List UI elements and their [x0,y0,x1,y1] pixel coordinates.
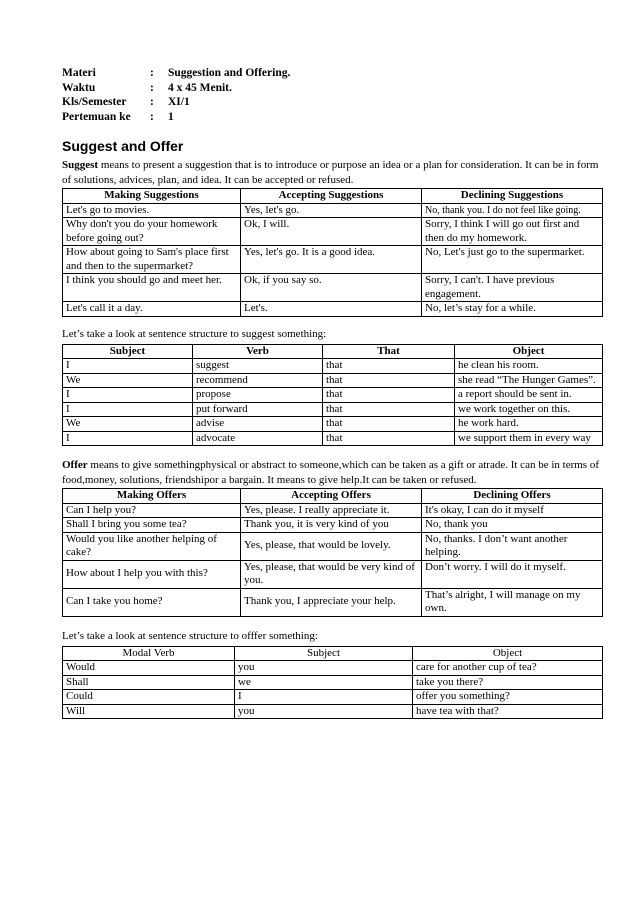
table-cell: recommend [193,373,323,388]
table-cell: Yes, please, that would be very kind of you. [241,560,422,588]
table-cell: No, thank you. I do not feel like going. [422,203,603,218]
table-cell: take you there? [413,675,603,690]
suggest-structure-table [62,344,603,447]
table-row [63,417,603,432]
meta-sep: : [150,96,154,108]
table-cell: Can I take you home? [63,588,241,616]
table-cell: Will [63,704,235,719]
table-cell: Thank you, it is very kind of you [241,518,422,533]
table-row [63,661,603,676]
table-cell: Ok, if you say so. [241,274,422,302]
table-cell: we work together on this. [455,402,603,417]
table-row [63,560,603,588]
table-cell: I [63,402,193,417]
table-cell: that [323,373,455,388]
table-cell: Let's go to movies. [63,203,241,218]
table-cell: Yes, please. I really appreciate it. [241,503,422,518]
table-row [63,675,603,690]
table-cell: Thank you, I appreciate your help. [241,588,422,616]
table-cell: that [323,388,455,403]
table-cell: advocate [193,431,323,446]
table-cell: No, thanks. I don’t want another helping. [422,532,603,560]
column-header: Subject [63,344,193,359]
meta-row [62,110,290,125]
table-cell: Let's. [241,302,422,317]
meta-value: 1 [168,110,174,123]
table-cell: I [63,388,193,403]
meta-key: Waktu [62,81,96,94]
table-cell: Ok, I will. [241,218,422,246]
table-cell: you [235,661,413,676]
table-cell: Could [63,690,235,705]
table-cell: have tea with that? [413,704,603,719]
table-row [63,388,603,403]
column-header: Making Offers [63,489,241,504]
table-header-row [63,189,603,204]
table-cell: Why don't you do your homework before going out? [63,218,241,246]
table-cell: Don’t worry. I will do it myself. [422,560,603,588]
table-cell: I [63,431,193,446]
table-row [63,274,603,302]
table-cell: that [323,431,455,446]
table-header-row [63,646,603,661]
offer-structure-table [62,646,603,720]
table-cell: we support them in every way [455,431,603,446]
table-row [63,431,603,446]
table-row [63,588,603,616]
meta-key: Pertemuan ke [62,110,131,123]
meta-sep: : [150,81,154,94]
lesson-meta [62,66,290,124]
suggestions-table [62,188,603,317]
meta-row [62,95,290,110]
table-cell: suggest [193,359,323,374]
table-row [63,690,603,705]
table-cell: care for another cup of tea? [413,661,603,676]
table-row [63,532,603,560]
table-cell: we [235,675,413,690]
table-header-row [63,344,603,359]
table-cell: No, Let's just go to the supermarket. [422,246,603,274]
table-cell: you [235,704,413,719]
table-row [63,246,603,274]
column-header: Making Suggestions [63,189,241,204]
table-cell: that [323,402,455,417]
suggest-definition [62,158,602,188]
offer-structure-lead: Let’s take a look at sentence structure to offfer something: [62,629,318,642]
table-cell: Shall [63,675,235,690]
column-header: Declining Suggestions [422,189,603,204]
table-cell: No, let’s stay for a while. [422,302,603,317]
table-row [63,218,603,246]
document-page [62,66,602,719]
table-cell: he work hard. [455,417,603,432]
table-cell: that [323,359,455,374]
table-cell: How about I help you with this? [63,560,241,588]
table-row [63,373,603,388]
table-cell: Yes, let's go. It is a good idea. [241,246,422,274]
table-cell: put forward [193,402,323,417]
suggest-term: Suggest [62,159,99,171]
offer-definition-text: means to give somethingphysical or abstract to someone,which can be taken as a gift or atrade. It can be in terms of food,money, solutions, friendshipor a bargain. It means to give help.It can be taken or refused. [62,459,599,486]
meta-value: 4 x 45 Menit. [168,81,232,94]
table-cell: Let's call it a day. [63,302,241,317]
meta-key: Kls/Semester [62,96,127,108]
column-header: Subject [235,646,413,661]
meta-row [62,66,290,81]
meta-value: XI/1 [168,96,190,108]
table-cell: Shall I bring you some tea? [63,518,241,533]
offer-term: Offer [62,459,88,471]
offers-table [62,488,603,617]
table-row [63,203,603,218]
offer-definition [62,458,602,488]
table-cell: that [323,417,455,432]
table-row [63,302,603,317]
table-cell: We [63,373,193,388]
meta-row [62,81,290,96]
meta-value: Suggestion and Offering. [168,67,291,79]
table-row [63,359,603,374]
column-header: That [323,344,455,359]
table-cell: Would [63,661,235,676]
table-cell: advise [193,417,323,432]
meta-sep: : [150,110,154,123]
table-cell: Sorry, I think I will go out first and then do my homework. [422,218,603,246]
table-cell: Yes, let's go. [241,203,422,218]
column-header: Accepting Offers [241,489,422,504]
column-header: Accepting Suggestions [241,189,422,204]
section-title: Suggest and Offer [62,138,184,154]
column-header: Object [455,344,603,359]
table-row [63,402,603,417]
table-cell: propose [193,388,323,403]
table-cell: a report should be sent in. [455,388,603,403]
table-cell: she read “The Hunger Games”. [455,373,603,388]
meta-sep: : [150,67,154,79]
suggest-definition-text: means to present a suggestion that is to introduce or purpose an idea or a plan for consideration. It can be in form of solutions, advices, plan, and idea. It can be accepted or refused. [62,159,599,186]
column-header: Modal Verb [63,646,235,661]
table-cell: We [63,417,193,432]
table-cell: Can I help you? [63,503,241,518]
table-cell: Would you like another helping of cake? [63,532,241,560]
table-row [63,704,603,719]
table-cell: I [235,690,413,705]
table-cell: No, thank you [422,518,603,533]
table-cell: Sorry, I can't. I have previous engagement. [422,274,603,302]
table-cell: offer you something? [413,690,603,705]
meta-key: Materi [62,67,96,79]
column-header: Object [413,646,603,661]
column-header: Declining Offers [422,489,603,504]
table-cell: I think you should go and meet her. [63,274,241,302]
table-cell: That’s alright, I will manage on my own. [422,588,603,616]
table-header-row [63,489,603,504]
table-cell: I [63,359,193,374]
table-row [63,503,603,518]
suggest-structure-lead: Let’s take a look at sentence structure to suggest something: [62,327,327,340]
table-cell: It's okay, I can do it myself [422,503,603,518]
table-cell: How about going to Sam's place first and then to the supermarket? [63,246,241,274]
column-header: Verb [193,344,323,359]
table-cell: he clean his room. [455,359,603,374]
table-row [63,518,603,533]
table-cell: Yes, please, that would be lovely. [241,532,422,560]
